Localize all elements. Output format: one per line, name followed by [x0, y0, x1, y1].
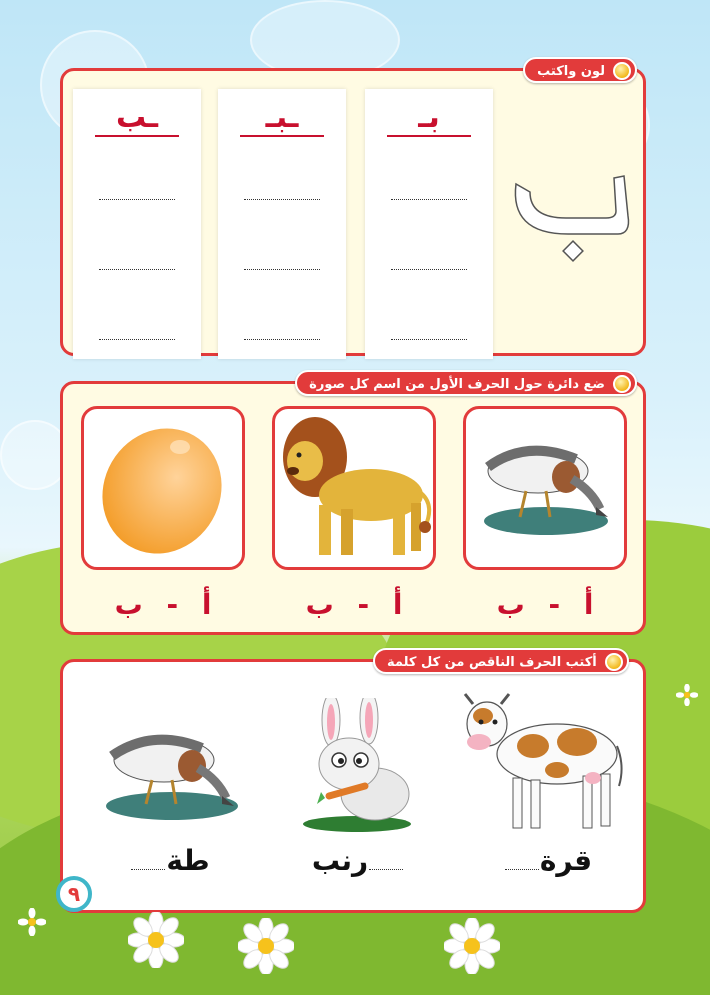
egg-icon	[84, 409, 242, 567]
lion-icon	[275, 409, 433, 567]
letter-form-final: ـب	[95, 103, 179, 137]
section-title: أكتب الحرف الناقص من كل كلمة	[387, 655, 597, 670]
daisy-icon	[238, 918, 294, 974]
big-letter-outline[interactable]	[508, 156, 633, 266]
writing-line[interactable]	[391, 199, 467, 200]
rabbit-icon	[299, 698, 415, 838]
bullet-icon	[605, 653, 623, 671]
duck-icon	[466, 409, 624, 567]
bullet-icon	[613, 375, 631, 393]
letter-column-medial	[218, 89, 346, 359]
section-title-tag	[523, 57, 637, 83]
choice-alef[interactable]: أ	[583, 588, 594, 621]
writing-line[interactable]	[391, 269, 467, 270]
cow-icon	[457, 686, 627, 842]
letter-form-medial: ـبـ	[240, 103, 324, 137]
letter-form-initial: بـ	[387, 103, 471, 137]
choice-ba[interactable]: ب	[496, 588, 525, 621]
letter-column-initial	[365, 89, 493, 359]
daisy-icon	[18, 908, 46, 936]
writing-line[interactable]	[99, 339, 175, 340]
picture-card-egg	[81, 406, 245, 570]
word-text: قرة	[539, 844, 593, 877]
blank-line[interactable]	[131, 869, 165, 870]
choice-alef[interactable]: أ	[201, 588, 212, 621]
writing-line[interactable]	[391, 339, 467, 340]
letter-column-final	[73, 89, 201, 359]
writing-line[interactable]	[244, 199, 320, 200]
choice-ba[interactable]: ب	[114, 588, 143, 621]
daisy-icon	[128, 912, 184, 968]
writing-line[interactable]	[244, 339, 320, 340]
page-number: ٩	[56, 876, 92, 912]
missing-letter-word	[283, 844, 433, 877]
writing-line[interactable]	[99, 199, 175, 200]
writing-line[interactable]	[99, 269, 175, 270]
letter-choices	[81, 588, 245, 621]
word-text: طة	[166, 844, 210, 877]
section-title-tag	[295, 370, 637, 396]
picture-card-duck	[463, 406, 627, 570]
daisy-icon	[444, 918, 500, 974]
choice-separator: -	[357, 588, 370, 621]
writing-line[interactable]	[244, 269, 320, 270]
blank-line[interactable]	[505, 869, 539, 870]
choice-separator: -	[166, 588, 179, 621]
daisy-icon	[676, 684, 698, 706]
blank-line[interactable]	[369, 869, 403, 870]
trace-section	[60, 64, 646, 356]
choice-alef[interactable]: أ	[392, 588, 403, 621]
letter-choices	[272, 588, 436, 621]
circle-letter-section	[60, 377, 646, 635]
word-text: رنب	[311, 844, 369, 877]
section-title: ضع دائرة حول الحرف الأول من اسم كل صورة	[309, 377, 605, 392]
section-title-tag	[373, 648, 629, 674]
missing-letter-word	[95, 844, 245, 877]
bullet-icon	[613, 62, 631, 80]
duck-icon	[91, 710, 251, 830]
missing-letter-word	[473, 844, 623, 877]
picture-card-lion	[272, 406, 436, 570]
section-title: لون واكتب	[537, 64, 605, 79]
choice-ba[interactable]: ب	[305, 588, 334, 621]
choice-separator: -	[548, 588, 561, 621]
letter-choices	[463, 588, 627, 621]
missing-letter-section	[60, 655, 646, 913]
